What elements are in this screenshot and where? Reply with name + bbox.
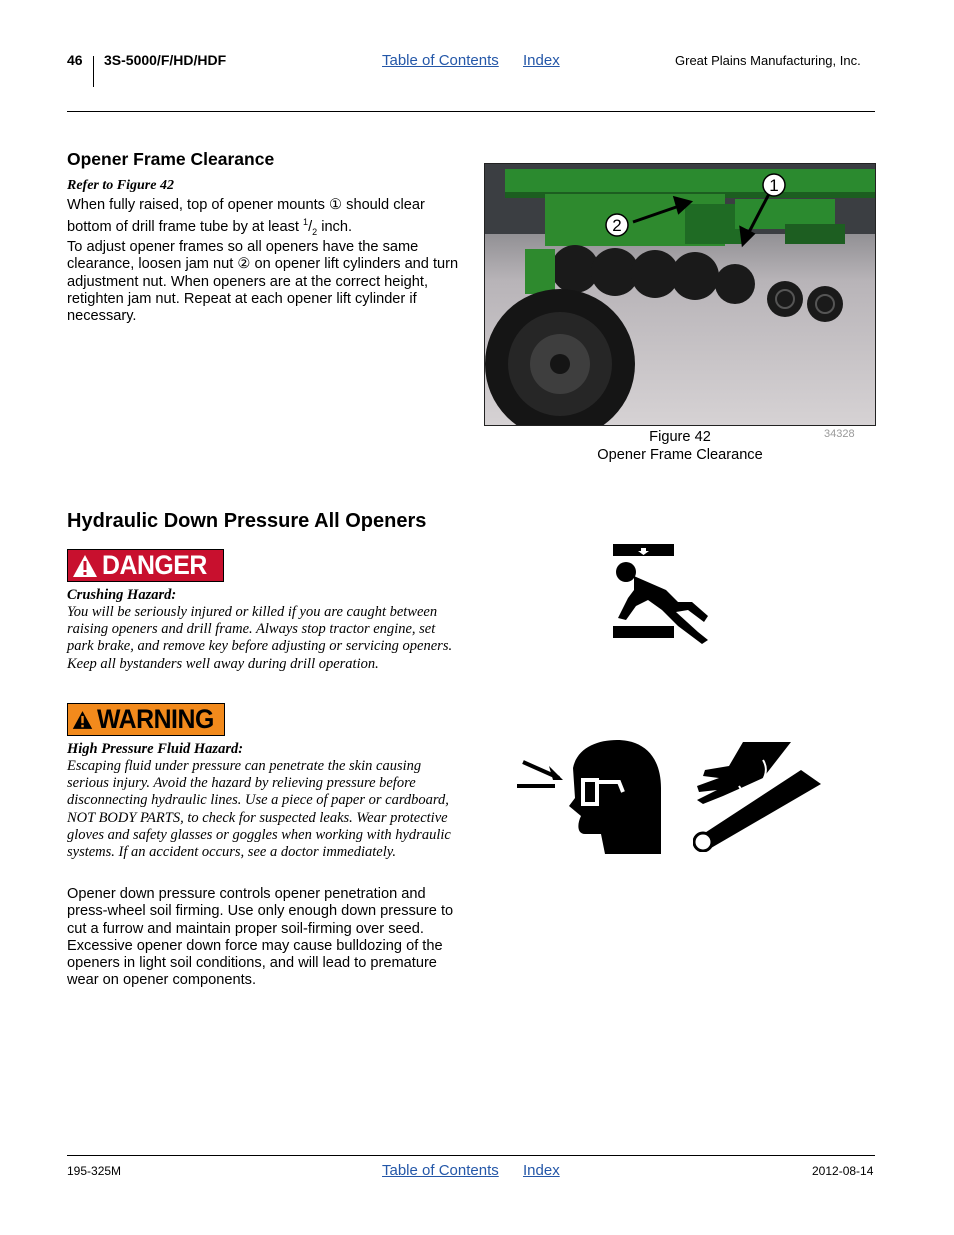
header-divider xyxy=(93,56,94,87)
section-title-opener-frame: Opener Frame Clearance xyxy=(67,149,275,169)
callout-2 xyxy=(606,214,628,236)
paragraph-down-pressure: Opener down pressure controls opener penetration and press-wheel soil firming. Use only enough down pressure to cut a furrow and maintain proper soil-firming over seed. Excessive opener down force may cause bulldozing of the openers in light soil conditions, and will lead to premature wear on opener components. xyxy=(67,886,454,989)
paragraph-adjust: To adjust opener frames so all openers have the same clearance, loosen jam nut ② on opener lift cylinders and turn adjustment nut. When openers are at the correct height, retighten jam nut. Repeat at each opener lift cylinder if necessary. xyxy=(67,239,459,325)
header-index-link[interactable]: Index xyxy=(523,52,560,69)
drill-machine-illustration xyxy=(485,164,875,425)
fraction-denominator: 2 xyxy=(312,227,318,238)
company-name: Great Plains Manufacturing, Inc. xyxy=(675,53,861,68)
eye-protection-icon xyxy=(515,738,665,856)
figure-caption xyxy=(484,428,876,464)
danger-title: Crushing Hazard: xyxy=(67,587,177,603)
callout-2-label: 2 xyxy=(612,216,622,235)
footer-index-link[interactable]: Index xyxy=(523,1162,560,1179)
danger-body: You will be seriously injured or killed if you are caught between raising openers and drill frame. Always stop tractor engine, set park brake, and remove key before adjusting or servicing openers. Keep all bystanders well away during drill operation. xyxy=(67,604,453,672)
footer-rule xyxy=(67,1155,875,1156)
warning-sign xyxy=(67,703,225,736)
paragraph-clearance xyxy=(67,197,459,241)
figure-caption-title: Opener Frame Clearance xyxy=(597,447,763,463)
figure-reference: Refer to Figure 42 xyxy=(67,178,174,193)
page-number: 46 xyxy=(67,52,83,68)
alert-triangle-icon xyxy=(72,554,98,578)
alert-triangle-icon xyxy=(72,708,93,732)
crushing-hazard-icon xyxy=(608,540,716,648)
fluid-injection-hazard-icon xyxy=(693,740,825,852)
callout-1-label: 1 xyxy=(769,176,779,195)
document-number: 195-325M xyxy=(67,1164,122,1178)
fraction-numerator: 1 xyxy=(303,217,309,228)
publication-date: 2012-08-14 xyxy=(812,1164,874,1178)
header-rule xyxy=(67,111,875,112)
danger-sign xyxy=(67,549,224,582)
image-number: 34328 xyxy=(824,428,855,440)
fraction-half: $^1/_2$ xyxy=(303,217,318,238)
model-name: 3S-5000/F/HD/HDF xyxy=(104,52,227,68)
footer-toc-link[interactable]: Table of Contents xyxy=(382,1162,499,1179)
callout-1 xyxy=(763,174,785,196)
figure-photo xyxy=(484,163,876,426)
figure-caption-number: Figure 42 xyxy=(649,429,711,445)
header-toc-link[interactable]: Table of Contents xyxy=(382,52,499,69)
paragraph-text: When fully raised, top of opener mounts ① should clear bottom of drill frame tube by at least xyxy=(67,197,425,236)
paragraph-text: inch. xyxy=(317,219,353,236)
warning-label: WARNING xyxy=(97,704,214,734)
warning-body: Escaping fluid under pressure can penetrate the skin causing serious injury. Avoid the hazard by relieving pressure before disconnecting hydraulic lines. Use a piece of paper or cardboard, NOT BODY PARTS, to check for suspected leaks. Wear protective gloves and safety glasses or goggles when working with hydraulic systems. If an accident occurs, see a doctor immediately. xyxy=(67,758,451,861)
section-title-hydraulic: Hydraulic Down Pressure All Openers xyxy=(67,510,427,532)
warning-title: High Pressure Fluid Hazard: xyxy=(67,741,244,757)
danger-label: DANGER xyxy=(102,550,207,580)
